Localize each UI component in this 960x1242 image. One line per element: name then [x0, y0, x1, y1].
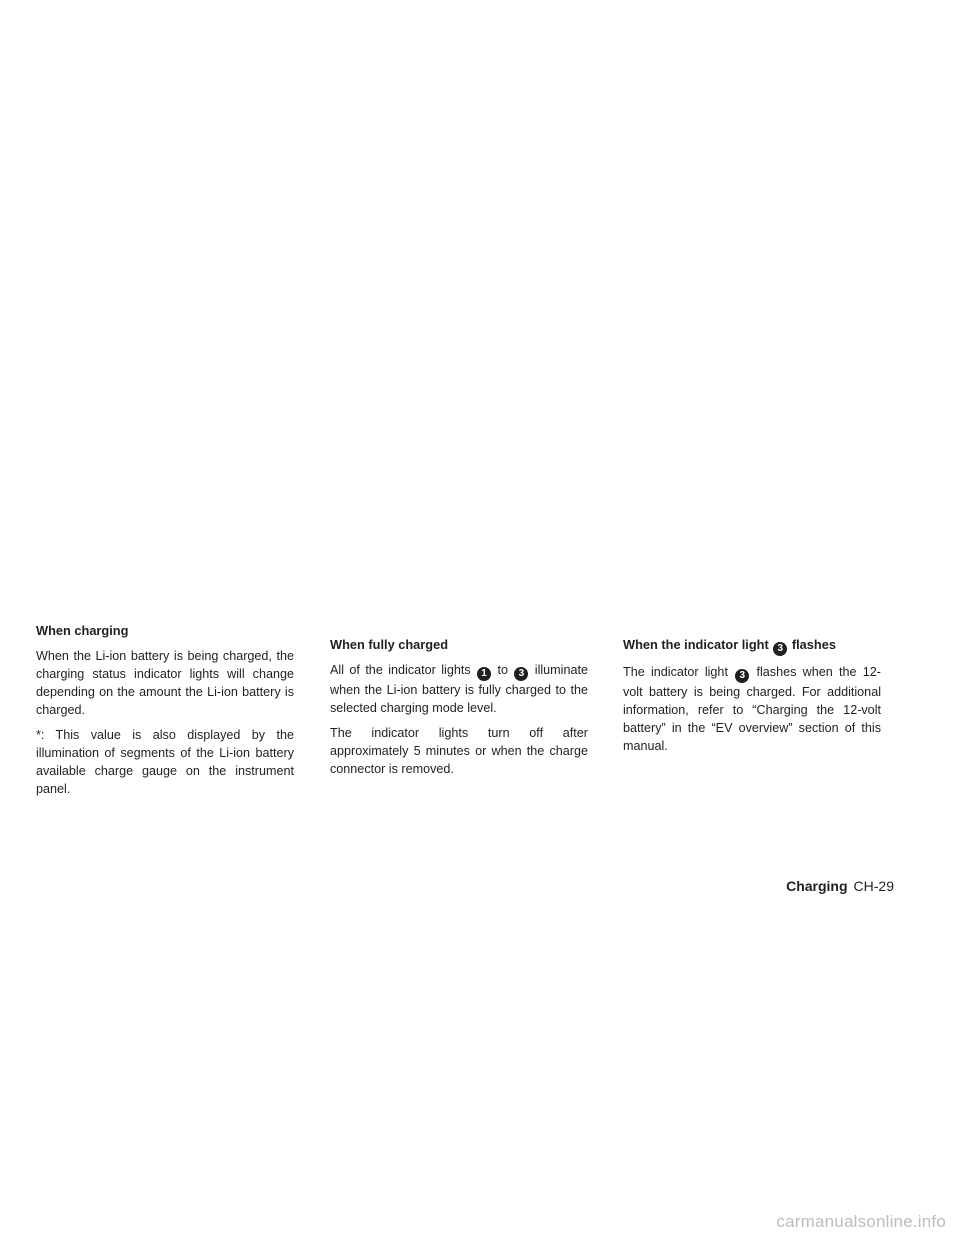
- column-2: [330, 636, 588, 785]
- circled-number-1-icon: 1: [477, 667, 491, 681]
- heading-when-fully-charged: When fully charged: [330, 637, 449, 652]
- circled-number-3-icon: 3: [735, 669, 749, 683]
- heading-segment: When the indicator light: [623, 637, 769, 652]
- column-1: [36, 622, 294, 805]
- column-3: [623, 636, 881, 762]
- text-segment: The indicator light: [623, 665, 735, 679]
- heading-when-charging: When charging: [36, 623, 129, 638]
- page-footer: [786, 876, 894, 896]
- watermark: carmanualsonline.info: [776, 1212, 946, 1231]
- text-segment: flashes when the 12-volt battery is being charged. For additional information, refer to “Charging the 12-volt battery” in the “EV overview” section of this manual.: [623, 665, 882, 753]
- text-segment: to: [492, 663, 514, 677]
- page-number: CH-29: [853, 878, 894, 894]
- paragraph-charging-status: When the Li-ion battery is being charged, the charging status indicator lights will change depending on the amount the Li-ion battery is charged.: [36, 649, 294, 717]
- heading-segment: flashes: [791, 637, 836, 652]
- paragraph-12-volt-charging: [623, 663, 881, 755]
- footer-section-title: Charging: [786, 878, 848, 894]
- paragraph-footnote: *: This value is also displayed by the illumination of segments of the Li-ion battery available charge gauge on the instrument panel.: [36, 728, 294, 796]
- text-segment: All of the indicator lights: [330, 663, 477, 677]
- heading-indicator-flashes: [623, 636, 881, 656]
- paragraph-fully-charged: [330, 661, 588, 717]
- circled-number-3-icon: 3: [514, 667, 528, 681]
- paragraph-lights-turn-off: The indicator lights turn off after approximately 5 minutes or when the charge connector is removed.: [330, 726, 588, 776]
- text-segment: illuminate when the Li-ion battery is fully charged to the selected charging mode level.: [330, 663, 588, 715]
- circled-number-3-icon: 3: [773, 642, 787, 656]
